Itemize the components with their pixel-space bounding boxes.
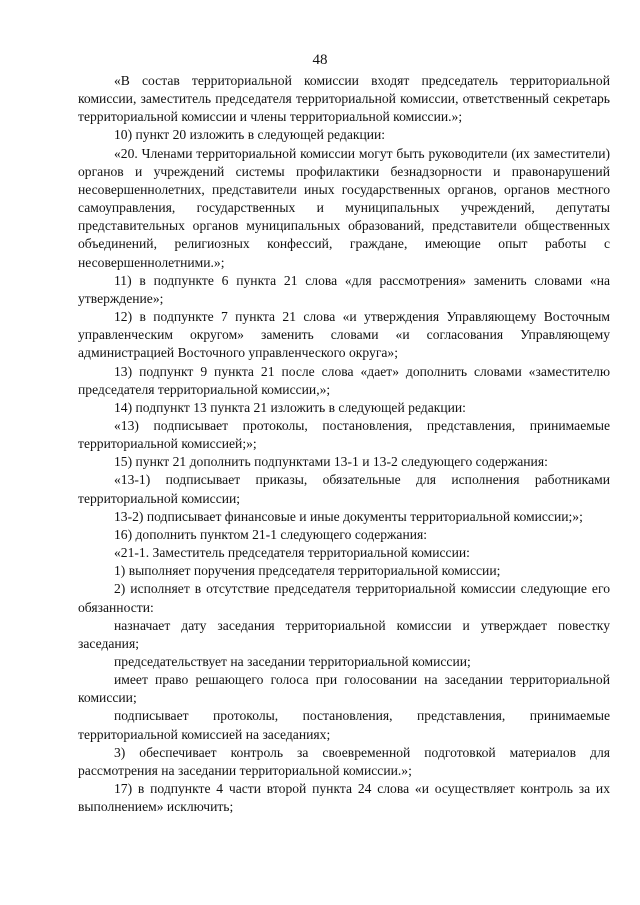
paragraph-subclause-13-1: «13-1) подписывает приказы, обязательные для исполнения работниками территориальной комиссии; — [78, 472, 610, 506]
paragraph-duty-2-chair: председательствует на заседании территориальной комиссии; — [114, 654, 471, 669]
paragraph-duty-2: 2) исполняет в отсутствие председателя территориальной комиссии следующие его обязанности: — [78, 581, 610, 615]
paragraph-item-14: 14) подпункт 13 пункта 21 изложить в следующей редакции: — [114, 399, 466, 415]
paragraph-clause-21-1: «21-1. Заместитель председателя территориальной комиссии: — [114, 545, 470, 561]
paragraph-item-15: 15) пункт 21 дополнить подпунктами 13-1 и 13-2 следующего содержания: — [114, 454, 548, 470]
paragraph-commission-composition: «В состав территориальной комиссии входят председатель территориальной комиссии, заместитель председателя территориальной комиссии, ответственный секретарь территориальной комиссии и члены территориальной комиссии.»; — [78, 73, 610, 125]
paragraph-item-11: 11) в подпункте 6 пункта 21 слова «для рассмотрения» заменить словами «на утверждение»; — [78, 272, 610, 306]
paragraph-item-10: 10) пункт 20 изложить в следующей редакции: — [114, 127, 386, 143]
paragraph-item-17: 17) в подпункте 4 части второй пункта 24 слова «и осуществляет контроль за их выполнением» исключить; — [78, 781, 610, 815]
paragraph-item-12: 12) в подпункте 7 пункта 21 слова «и утверждения Управляющему Восточным управленческим округом» заменить словами «и согласования Управляющему администрацией Восточного управленческого округа»; — [78, 309, 610, 361]
paragraph-duty-1: 1) выполняет поручения председателя территориальной комиссии; — [114, 563, 501, 579]
paragraph-item-13: 13) подпункт 9 пункта 21 после слова «дает» дополнить словами «заместителю председателя территориальной комиссии,»; — [78, 363, 610, 397]
paragraph-duty-3: 3) обеспечивает контроль за своевременной подготовкой материалов для рассмотрения на заседании территориальной комиссии.»; — [78, 744, 610, 778]
paragraph-duty-2-agenda: назначает дату заседания территориальной комиссии и утверждает повестку заседания; — [78, 617, 610, 651]
paragraph-duty-2-vote: имеет право решающего голоса при голосовании на заседании территориальной комиссии; — [78, 672, 610, 706]
page-number: 48 — [312, 52, 328, 68]
paragraph-clause-20: «20. Членами территориальной комиссии могут быть руководители (их заместители) органов и учреждений системы профилактики безнадзорности и правонарушений несовершеннолетних, представители иных государственных органов, органов местного самоуправления, государственных и муниципальных учреждений, депутаты представительных органов муниципальных образований, представители общественных объединений, религиозных конфессий, граждане, имеющие опыт работы с несовершеннолетними.»; — [78, 145, 610, 270]
paragraph-item-16: 16) дополнить пунктом 21-1 следующего содержания: — [114, 526, 428, 542]
paragraph-subclause-13-2: 13-2) подписывает финансовые и иные документы территориальной комиссии;»; — [114, 508, 583, 524]
paragraph-subclause-13: «13) подписывает протоколы, постановления, представления, принимаемые территориальной комиссией;»; — [78, 417, 610, 452]
paragraph-duty-2-sign: подписывает протоколы, постановления, представления, принимаемые территориальной комиссией на заседаниях; — [78, 708, 610, 742]
document-body — [78, 72, 610, 816]
